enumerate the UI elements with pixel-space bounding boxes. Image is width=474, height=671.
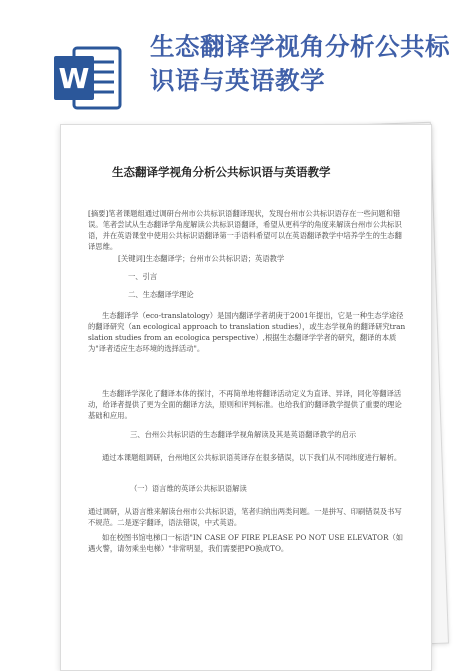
page-title: 生态翻译学视角分析公共标识语与英语教学 [150, 32, 450, 95]
abstract-paragraph: [摘要]笔者课题组通过调研台州市公共标识语翻译现状，发现台州市公共标识语存在一些问题和错误。笔者尝试从生态翻译学角度解读公共标识语翻译，希望从更科学的角度来解读台州市公共标识语，并在英语课堂中使用公共标识语翻译第一手语料希望可以在英语翻译教学中培养学生的生态翻译思维。 [88, 209, 402, 251]
theory-paragraph-2: 生态翻译学深化了翻译本体的探讨，不再简单地将翻译活动定义为直译、异译，同化等翻译活动，给译者提供了更为全面的翻译方法，原则和评判标准。也给我们的翻译教学提供了重要的理论基础和应用。 [88, 389, 402, 420]
word-icon-letter: W [58, 62, 90, 95]
example-paragraph: 如在校图书馆电梯口一标语"IN CASE OF FIRE PLEASE PO NOT USE ELEVATOR（如遇火警，请勿乘坐电梯）"非常明显，我们需要把PO换成TO。 [88, 533, 404, 553]
section-heading-intro: 一、引言 [128, 272, 158, 281]
language-paragraph: 通过调研，从语言维来解读台州市公共标识语，笔者归纳出两类问题。一是拼写、印刷错误及书写不规范。二是逐字翻译，语法错误，中式英语。 [88, 507, 402, 527]
analysis-paragraph: 通过本课题组调研，台州地区公共标识语英译存在很多错误，以下我们从不同纬度进行解析。 [102, 453, 402, 462]
theory-paragraph: 生态翻译学（eco-translatology）是国内翻译学者胡庚于2001年提出，它是一种生态学途径的翻译研究（an ecological approach to translation studies），或生态学视角的翻译研究translation studies from an ecologica perspective）,根据生态翻译学学者的研究，翻译的本质为"译者适应生态环境的选择活动"。 [88, 311, 406, 353]
subsection-heading-language: （一）语言维的英译公共标识语解读 [130, 484, 247, 493]
section-heading-theory: 二、生态翻译学理论 [128, 290, 194, 299]
word-icon [52, 42, 124, 114]
document-title: 生态翻译学视角分析公共标识语与英语教学 [112, 165, 331, 179]
section-heading-analysis: 三、台州公共标识语的生态翻译学视角解读及其是英语翻译教学的启示 [130, 430, 357, 439]
keywords-line: [关键词]生态翻译学；台州市公共标识语；英语教学 [118, 254, 285, 263]
